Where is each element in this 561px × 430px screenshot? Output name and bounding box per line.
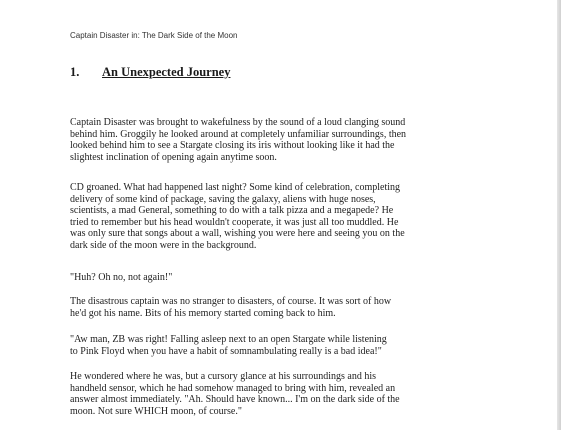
paragraph-line: CD groaned. What had happened last night? Some kind of celebration, completing (70, 182, 401, 193)
page-edge-shadow (557, 0, 561, 430)
paragraph-line: dark side of the moon were in the background. (70, 239, 257, 251)
paragraph-line: he'd got his name. Bits of his memory started coming back to him. (70, 307, 336, 319)
chapter-heading (70, 65, 230, 80)
paragraph-line: behind him. Groggily he looked around at completely unfamiliar surroundings, then (70, 128, 407, 140)
paragraph-line: handheld sensor, which he had somehow managed to bring with him, revealed an (70, 382, 396, 394)
paragraph-3 (70, 272, 493, 284)
paragraph-6 (70, 371, 493, 417)
paragraph-line: delivery of some kind of package, saving the galaxy, aliens with huge noses, (70, 193, 376, 205)
paragraph-line: to Pink Floyd when you have a habit of somnambulating really is a bad idea!" (70, 345, 382, 357)
chapter-title: An Unexpected Journey (102, 65, 231, 79)
paragraph-4 (70, 296, 493, 319)
paragraph-line: "Aw man, ZB was right! Falling asleep next to an open Stargate while listening (70, 334, 387, 345)
paragraph-line: He wondered where he was, but a cursory glance at his surroundings and his (70, 371, 377, 382)
paragraph-line: Captain Disaster was brought to wakefulness by the sound of a loud clanging sound (70, 117, 406, 128)
paragraph-line: was only sure that songs about a wall, wishing you were here and seeing you on the (70, 228, 405, 240)
paragraph-line: slightest inclination of opening again anytime soon. (70, 151, 277, 163)
paragraph-line: moon. Not sure WHICH moon, of course." (70, 405, 242, 417)
paragraph-line: answer almost immediately. "Ah. Should have known... I'm on the dark side of the (70, 394, 400, 406)
paragraph-line: The disastrous captain was no stranger to disasters, of course. It was sort of how (70, 296, 392, 307)
running-header: Captain Disaster in: The Dark Side of the Moon (70, 31, 238, 40)
paragraph-2 (70, 182, 493, 252)
chapter-number: 1. (70, 65, 80, 79)
paragraph-line: scientists, a mad General, something to do with a talk pizza and a megapede? He (70, 205, 394, 217)
paragraph-5 (70, 334, 493, 357)
paragraph-line: tried to remember but his head wouldn't cooperate, it was just all too muddled. He (70, 216, 399, 228)
paragraph-line: "Huh? Oh no, not again!" (70, 272, 173, 283)
paragraph-1 (70, 117, 493, 163)
paragraph-line: looked behind him to see a Stargate closing its iris without looking like it had the (70, 140, 395, 152)
